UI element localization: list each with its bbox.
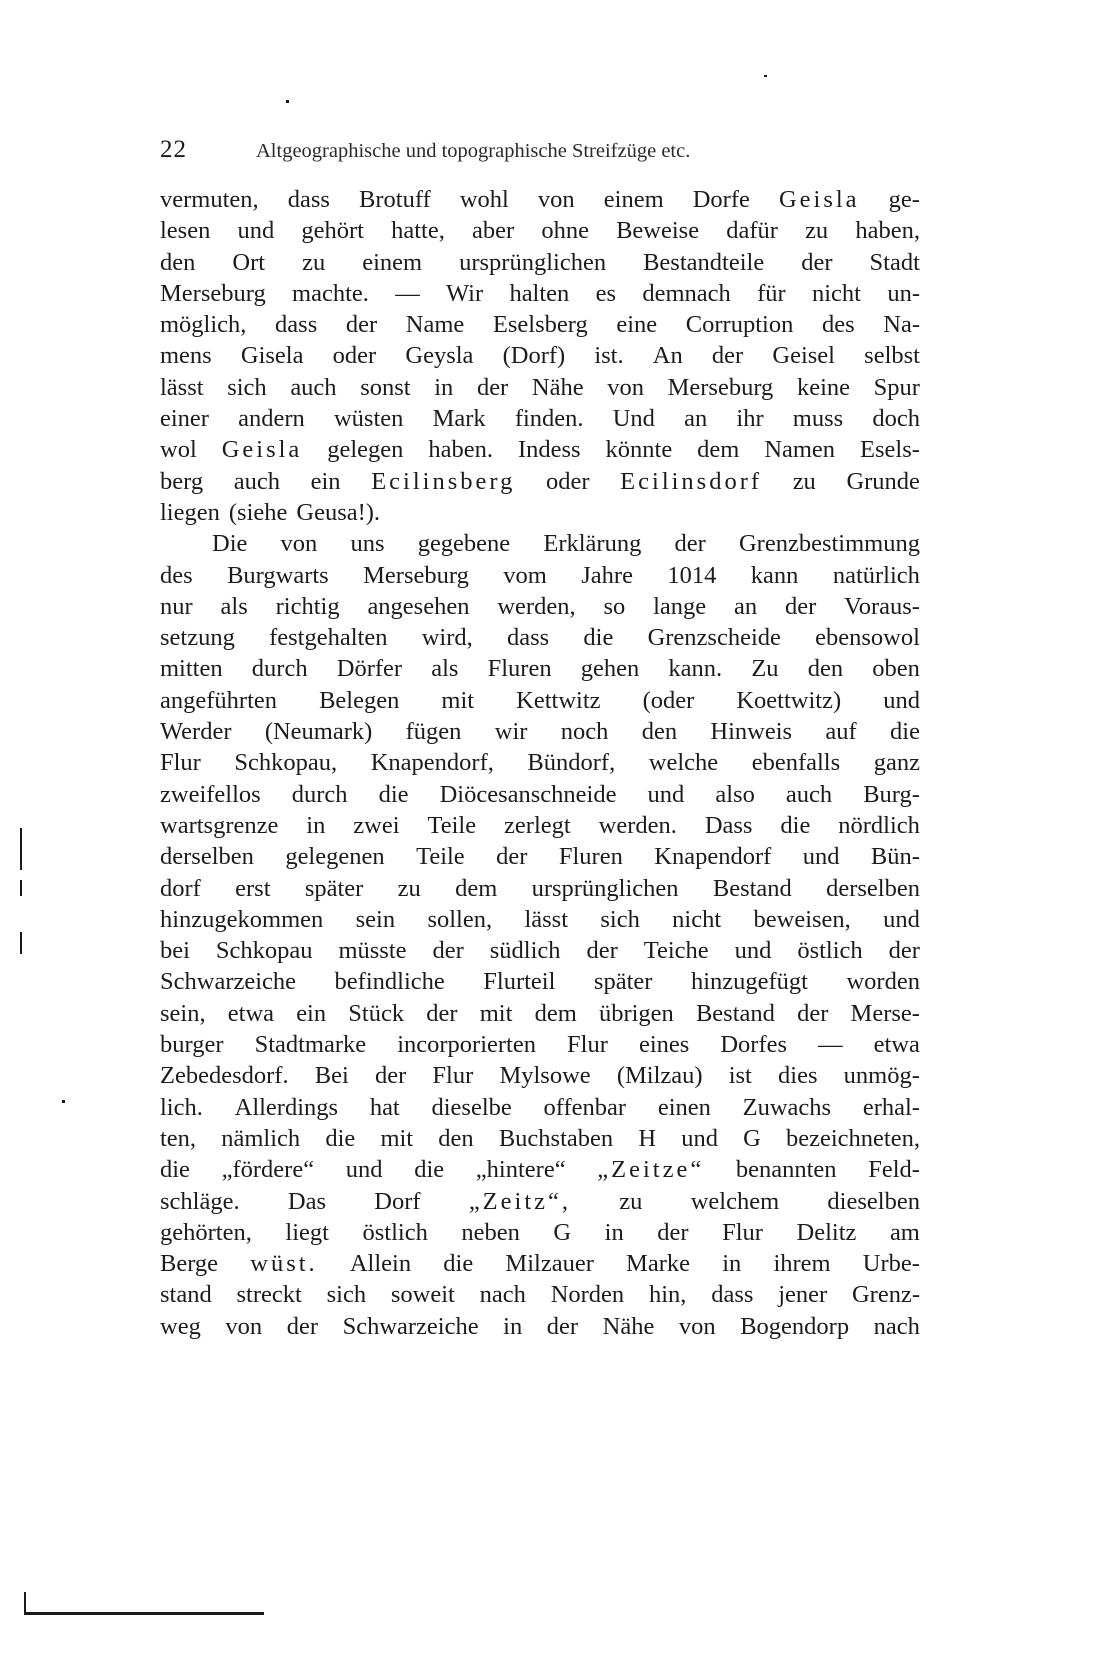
text-line: möglich, dass der Name Eselsberg eine Corruption des Na- (160, 311, 920, 339)
text-line: ten, nämlich die mit den Buchstaben H und G bezeichneten, (160, 1124, 920, 1152)
text-line: liegen (siehe Geusa!). (160, 498, 381, 526)
body-text (160, 184, 920, 1342)
text-line: lässt sich auch sonst in der Nähe von Merseburg keine Spur (160, 373, 920, 401)
scan-edge-mark (24, 1592, 26, 1614)
text-line: wol Geisla gelegen haben. Indess könnte dem Namen Esels- (160, 436, 920, 464)
text-line: des Burgwarts Merseburg vom Jahre 1014 kann natürlich (160, 561, 920, 589)
scan-edge-mark (24, 1612, 264, 1615)
scan-edge-mark (20, 828, 22, 870)
text-line: die „fördere“ und die „hintere“ „Zeitze“ benannten Feld- (160, 1156, 920, 1184)
text-line: mens Gisela oder Geysla (Dorf) ist. An der Geisel selbst (160, 342, 920, 370)
scan-edge-mark (20, 932, 22, 954)
text-line: berg auch ein Ecilinsberg oder Ecilinsdorf zu Grunde (160, 467, 920, 495)
text-line: burger Stadtmarke incorporierten Flur eines Dorfes — etwa (160, 1031, 920, 1059)
text-line: zweifellos durch die Diöcesanschneide und also auch Burg- (160, 780, 920, 808)
text-line: lich. Allerdings hat dieselbe offenbar einen Zuwachs erhal- (160, 1093, 920, 1121)
text-line: bei Schkopau müsste der südlich der Teiche und östlich der (160, 937, 920, 965)
text-line: schläge. Das Dorf „Zeitz“, zu welchem dieselben (160, 1187, 920, 1215)
text-line: hinzugekommen sein sollen, lässt sich nicht beweisen, und (160, 905, 920, 933)
text-line: den Ort zu einem ursprünglichen Bestandteile der Stadt (160, 248, 920, 276)
text-line: nur als richtig angesehen werden, so lange an der Voraus- (160, 592, 920, 620)
text-line: angeführten Belegen mit Kettwitz (oder Koettwitz) und (160, 686, 920, 714)
scan-mark-dot (764, 75, 767, 77)
running-head: Altgeographische und topographische Streifzüge etc. (256, 140, 691, 162)
scan-edge-mark (20, 880, 22, 896)
text-line: sein, etwa ein Stück der mit dem übrigen Bestand der Merse- (160, 999, 920, 1027)
text-line: Zebedesdorf. Bei der Flur Mylsowe (Milzau) ist dies unmög- (160, 1062, 920, 1090)
text-line: lesen und gehört hatte, aber ohne Beweise dafür zu haben, (160, 217, 920, 245)
text-line: weg von der Schwarzeiche in der Nähe von Bogendorp nach (160, 1312, 920, 1340)
text-line: einer andern wüsten Mark finden. Und an ihr muss doch (160, 405, 920, 433)
text-line: derselben gelegenen Teile der Fluren Knapendorf und Bün- (160, 843, 920, 871)
text-line: vermuten, dass Brotuff wohl von einem Dorfe Geisla ge- (160, 186, 920, 213)
text-line: Schwarzeiche befindliche Flurteil später hinzugefügt worden (160, 968, 920, 996)
text-line: Werder (Neumark) fügen wir noch den Hinweis auf die (160, 718, 920, 746)
text-line: wartsgrenze in zwei Teile zerlegt werden. Dass die nördlich (160, 811, 920, 839)
scan-mark-dot (62, 1100, 65, 1103)
page-header (160, 136, 920, 172)
text-line: Die von uns gegebene Erklärung der Grenzbestimmung (212, 530, 920, 558)
page-number: 22 (160, 136, 187, 163)
text-line: dorf erst später zu dem ursprünglichen Bestand derselben (160, 874, 920, 902)
text-line: Berge wüst. Allein die Milzauer Marke in ihrem Urbe- (160, 1250, 920, 1278)
text-line: Flur Schkopau, Knapendorf, Bündorf, welche ebenfalls ganz (160, 749, 920, 777)
text-line: Merseburg machte. — Wir halten es demnach für nicht un- (160, 279, 920, 307)
text-line: stand streckt sich soweit nach Norden hin, dass jener Grenz- (160, 1281, 920, 1309)
text-line: gehörten, liegt östlich neben G in der Flur Delitz am (160, 1218, 920, 1246)
text-line: mitten durch Dörfer als Fluren gehen kann. Zu den oben (160, 655, 920, 683)
text-line: setzung festgehalten wird, dass die Grenzscheide ebensowol (160, 624, 920, 652)
scan-mark-dot (286, 100, 289, 103)
